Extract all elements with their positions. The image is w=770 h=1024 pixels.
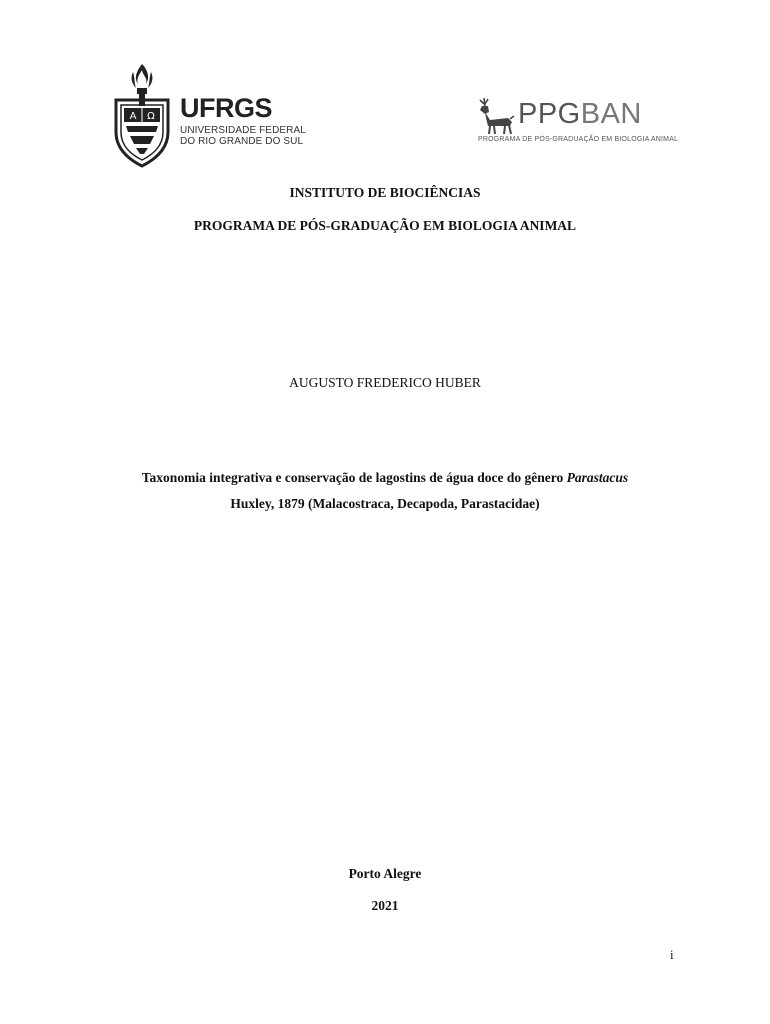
ufrgs-subtitle-line1: UNIVERSIDADE FEDERAL: [180, 125, 306, 136]
ufrgs-name: UFRGS: [180, 93, 272, 123]
ppgban-logo: [474, 96, 679, 152]
ppgban-name-ppg: PPG: [518, 98, 581, 130]
ufrgs-crest-icon: [106, 62, 178, 170]
program-heading: PROGRAMA DE PÓS-GRADUAÇÃO EM BIOLOGIA ANIMAL: [193, 218, 577, 233]
author-name: AUGUSTO FREDERICO HUBER: [289, 375, 481, 390]
ppgban-subtitle: PROGRAMA DE PÓS-GRADUAÇÃO EM BIOLOGIA ANIMAL: [478, 136, 679, 143]
page-number: i: [670, 947, 674, 962]
ufrgs-logo: [106, 62, 306, 170]
institute-heading: INSTITUTO DE BIOCIÊNCIAS: [289, 185, 481, 200]
ufrgs-subtitle-line2: DO RIO GRANDE DO SUL: [180, 136, 304, 147]
thesis-title-line1: [0, 470, 770, 486]
deer-icon: [474, 96, 518, 136]
ppgban-name: [518, 98, 642, 130]
year: 2021: [371, 898, 399, 913]
thesis-title-genus: Parastacus: [566, 470, 629, 485]
city: Porto Alegre: [348, 866, 422, 881]
svg-text:Ω: Ω: [147, 111, 155, 122]
svg-text:A: A: [129, 111, 137, 122]
thesis-title-line2: Huxley, 1879 (Malacostraca, Decapoda, Parastacidae): [230, 496, 540, 511]
ppgban-name-ban: BAN: [580, 98, 642, 130]
thesis-title-line1-text: Taxonomia integrativa e conservação de lagostins de água doce do gênero: [141, 470, 567, 485]
